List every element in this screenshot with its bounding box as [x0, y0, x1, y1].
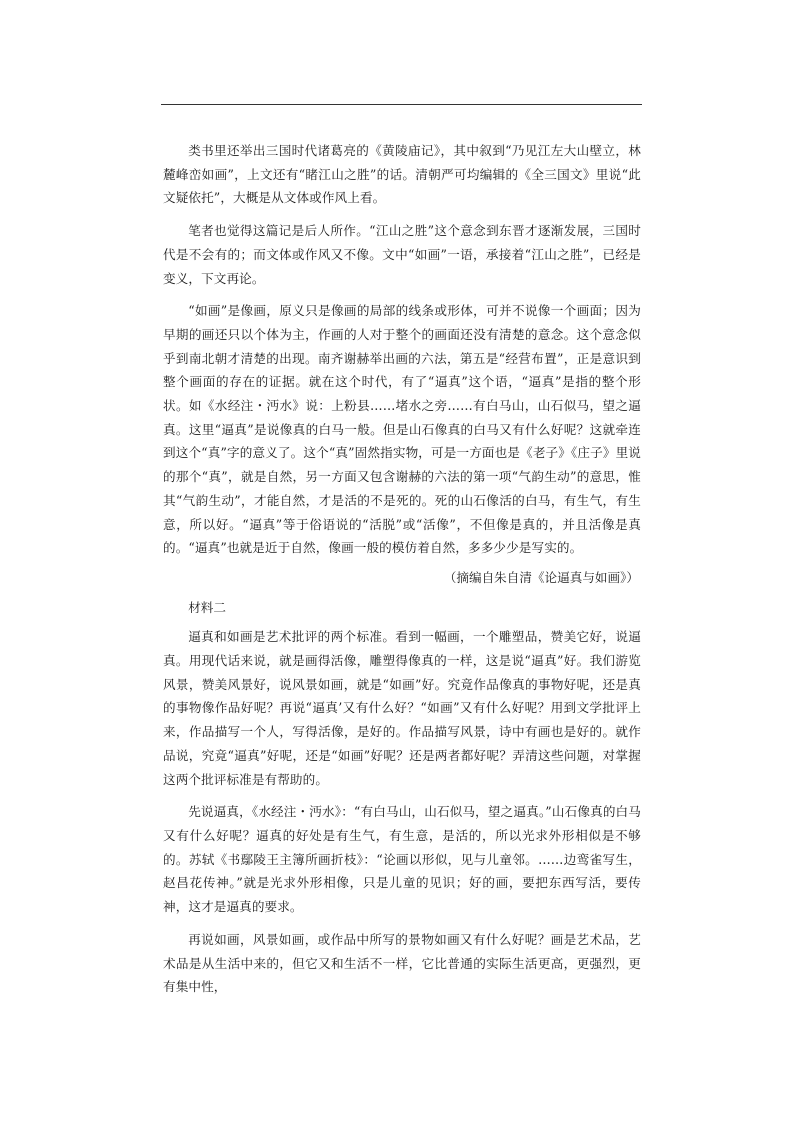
paragraph-2: 笔者也觉得这篇记是后人所作。“江山之胜”这个意念到东晋才逐渐发展，三国时代是不会有的；而文体或作风又不像。文中“如画”一语，承接着“江山之胜”，已经是变义，下文再论。	[163, 223, 641, 286]
paragraph-gap	[163, 290, 641, 299]
header-rule	[161, 104, 642, 105]
paragraph-gap	[163, 791, 641, 800]
paragraph-gap	[163, 210, 641, 219]
paragraph-4: 逼真和如画是艺术批评的两个标准。看到一幅画，一个雕塑品，赞美它好，说逼真。用现代话来说，就是画得活像，雕塑得像真的一样，这是说“逼真”好。我们游览风景，赞美风景好，说风景如画，就是“如画”好。究竟作品像真的事物好呢，还是真的事物像作品好呢？再说“逼真’又有什么好？“如画”又有什么好呢？用到文学批评上来，作品描写一个人，写得活像，是好的。作品描写风景，诗中有画也是好的。就作品说，究竟“逼真”好呢，还是“如画”好呢？还是两者都好呢？弄清这些问题，对掌握这两个批评标准是有帮助的。	[163, 629, 641, 787]
source-citation: （摘编自朱自清《论逼真与如画》）	[443, 569, 639, 585]
paragraph-3: “如画”是像画，原义只是像画的局部的线条或形体，可并不说像一个画面；因为早期的画还只以个体为主，作画的人对于整个的画面还没有清楚的意念。这个意念似乎到南北朝才清楚的出现。南齐谢赫举出画的六法，第五是“经营布置”，正是意识到整个画面的存在的证据。就在这个时代，有了“逼真”这个语，“逼真”是指的整个形状。如《水经注・沔水》说：上粉县……堵水之旁……有白马山，山石似马，望之逼真。这里“逼真”是说像真的白马一般。但是山石像真的白马又有什么好呢？这就牵连到这个“真”字的意义了。这个“真”固然指实物，可是一方面也是《老子》《庄子》里说的那个“真”，就是自然，另一方面又包含谢赫的六法的第一项“气韵生动”的意思，惟其“气韵生动”，才能自然，才是活的不是死的。死的山石像活的白马，有生气，有生意，所以好。“逼真”等于俗语说的“活脱”或“活像”，不但像是真的，并且活像是真的。“逼真”也就是近于自然，像画一般的模仿着自然，多多少少是写实的。	[163, 303, 641, 556]
paragraph-gap	[163, 919, 641, 928]
document-page	[163, 139, 641, 999]
paragraph-6: 再说如画，风景如画，或作品中所写的景物如画又有什么好呢？画是艺术品，艺术品是从生活中来的，但它又和生活不一样，它比普通的实际生活更高，更强烈，更有集中性，	[163, 931, 641, 995]
section-label-material-two: 材料二	[188, 599, 226, 615]
paragraph-5: 先说逼真，《水经注・沔水》：“有白马山，山石似马，望之逼真。”山石像真的白马又有什么好呢？逼真的好处是有生气，有生意，是活的，所以光求外形相似是不够的。苏轼《书鄢陵王主簿所画折枝》：“论画以形似，见与儿童邻。……边鸾雀写生，赵昌花传神。”就是光求外形相像，只是儿童的见识；好的画，要把东西写活，要传神，这才是逼真的要求。	[163, 804, 641, 915]
paragraph-1: 类书里还举出三国时代诸葛亮的《黄陵庙记》，其中叙到“乃见江左大山壁立，林麓峰峦如画”，上文还有“睹江山之胜”的话。清朝严可均编辑的《全三国文》里说“此文疑依托”，大概是从文体或作风上看。	[163, 143, 641, 206]
